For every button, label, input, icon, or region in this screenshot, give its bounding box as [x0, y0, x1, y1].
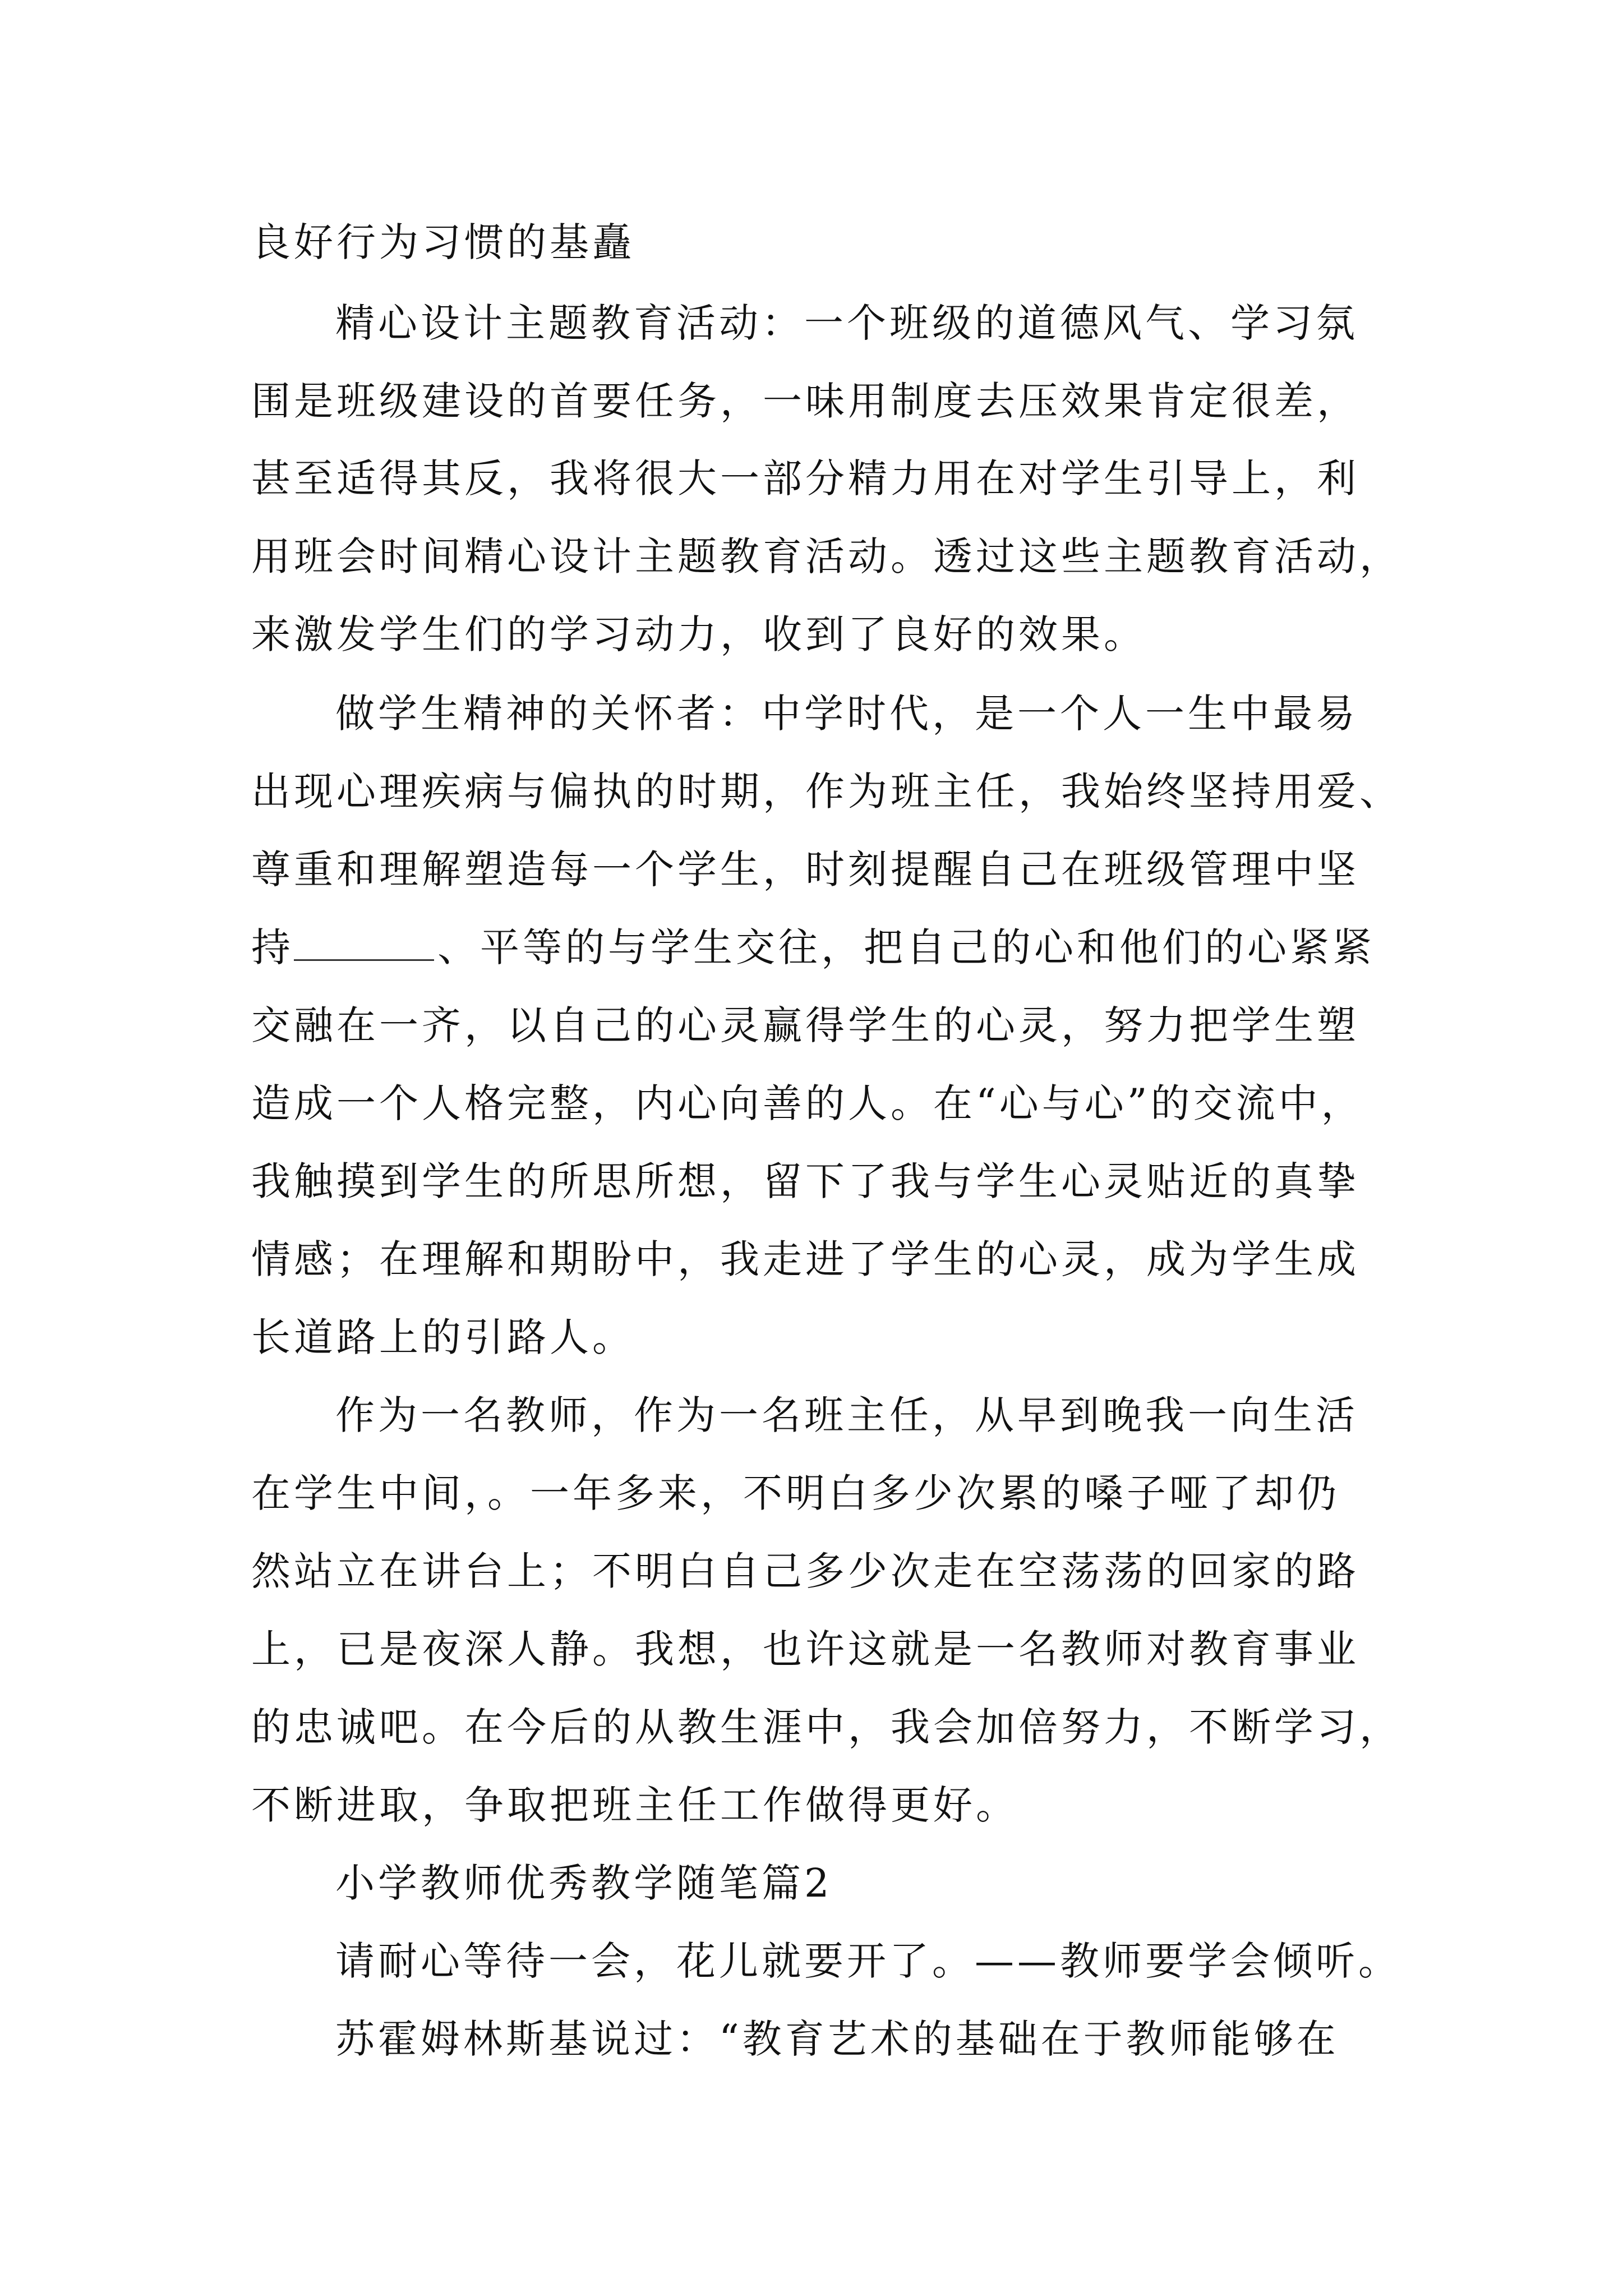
- paragraph-first-line: 作为一名教师，作为一名班主任，从早到晚我一向生活: [335, 1392, 1358, 1438]
- text-line: 不断进取，争取把班主任工作做得更好。: [251, 1782, 1018, 1828]
- text-line: 造成一个人格完整，内心向善的人。在“心与心”的交流中，: [251, 1080, 1364, 1126]
- text-line: 出现心理疾病与偏执的时期，作为班主任，我始终坚持用爱、: [251, 769, 1402, 815]
- text-line: 长道路上的引路人。: [251, 1314, 635, 1360]
- paragraph-first-line: 请耐心等待一会，花儿就要开了。——教师要学会倾听。: [335, 1938, 1401, 1984]
- text-line: 交融在一齐，以自己的心灵赢得学生的心灵，努力把学生塑: [251, 1002, 1359, 1048]
- text-line: 的忠诚吧。在今后的从教生涯中，我会加倍努力，不断学习，: [251, 1704, 1402, 1750]
- paragraph-first-line: 做学生精神的关怀者：中学时代，是一个人一生中最易: [335, 691, 1358, 737]
- text-line: 甚至适得其反，我将很大一部分精力用在对学生引导上，利: [251, 455, 1359, 501]
- text-line: 围是班级建设的首要任务，一味用制度去压效果肯定很差，: [251, 378, 1359, 424]
- text-line: 用班会时间精心设计主题教育活动。透过这些主题教育活动，: [251, 533, 1402, 579]
- text-line: 情感；在理解和期盼中，我走进了学生的心灵，成为学生成: [251, 1236, 1359, 1282]
- text-line: 在学生中间，。一年多来，不明白多少次累的嗓子哑了却仍: [251, 1470, 1340, 1516]
- text-segment: 持: [251, 924, 294, 970]
- text-line: 良好行为习惯的基矗: [251, 219, 635, 265]
- text-line: 来激发学生们的学习动力，收到了良好的效果。: [251, 611, 1146, 657]
- text-line: 尊重和理解塑造每一个学生，时刻提醒自己在班级管理中坚: [251, 846, 1359, 892]
- fill-in-blank: [294, 920, 434, 961]
- paragraph-first-line: 精心设计主题教育活动：一个班级的道德风气、学习氛: [335, 300, 1358, 346]
- text-line: 上，已是夜深人静。我想，也许这就是一名教师对教育事业: [251, 1626, 1359, 1672]
- paragraph-first-line: 苏霍姆林斯基说过：“教育艺术的基础在于教师能够在: [335, 2016, 1339, 2062]
- text-segment: 、平等的与学生交往，把自己的心和他们的心紧紧: [437, 924, 1375, 970]
- text-line-with-blank: [251, 919, 1375, 976]
- text-line: 我触摸到学生的所思所想，留下了我与学生心灵贴近的真挚: [251, 1158, 1359, 1204]
- text-line: 然站立在讲台上；不明白自己多少次走在空荡荡的回家的路: [251, 1548, 1359, 1594]
- section-heading: 小学教师优秀教学随笔篇2: [335, 1860, 833, 1906]
